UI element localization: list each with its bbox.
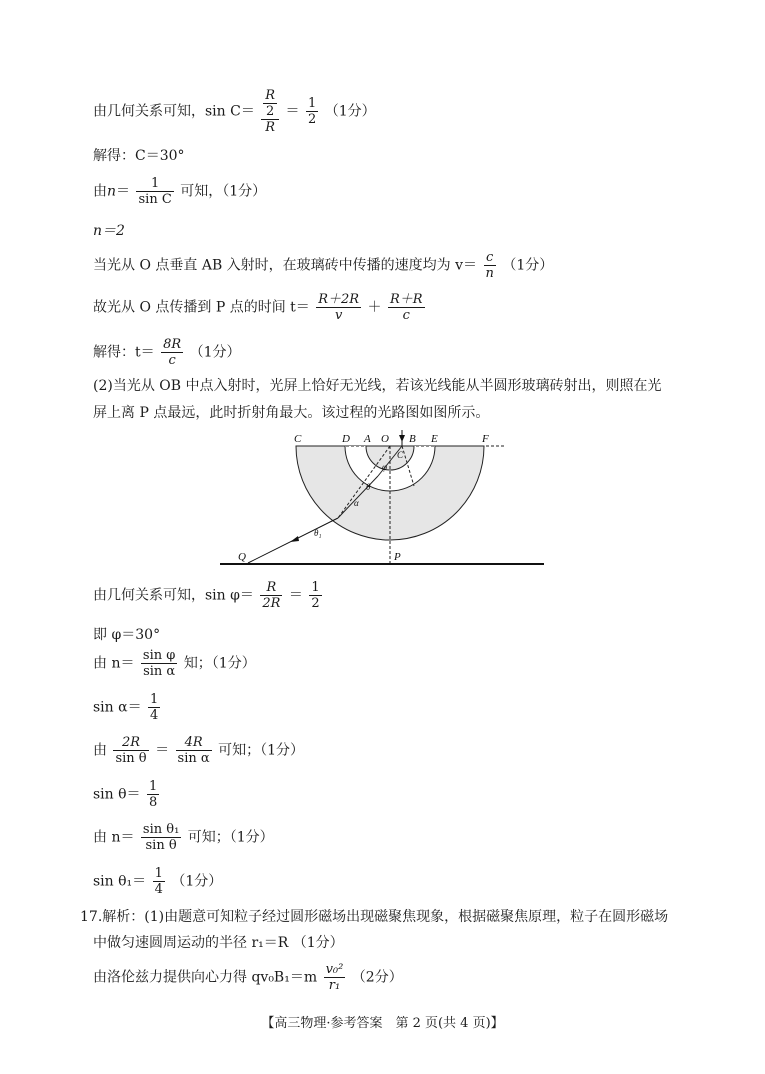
denominator: sin θ: [145, 838, 177, 853]
denominator: R: [265, 120, 276, 135]
text: ＋: [367, 299, 382, 316]
score: （1分）: [324, 103, 376, 120]
paragraph-2b: 屏上离 P 点最远，此时折射角最大。该过程的光路图如图所示。: [93, 405, 490, 421]
text: ＝: [116, 183, 131, 200]
eq-t: [93, 292, 427, 323]
eq-sintheta1: [93, 866, 222, 897]
label-P: P: [394, 551, 401, 563]
denominator: sin C: [138, 192, 172, 207]
denominator: sin α: [177, 751, 210, 766]
text: 解得：t＝: [93, 344, 155, 361]
numerator: 2R: [113, 735, 148, 751]
label-alpha: α: [354, 498, 359, 508]
text: 由几何关系可知，sin C＝: [93, 103, 255, 120]
eq-C: 解得：C＝30°: [93, 148, 185, 164]
numerator: R: [260, 580, 282, 596]
text: 由: [93, 742, 107, 759]
numerator: 1: [311, 580, 320, 595]
fraction: [316, 292, 361, 323]
denominator: c: [168, 353, 176, 368]
eq-n-value: n＝2: [93, 223, 125, 239]
denominator: c: [402, 308, 410, 323]
text: sin α＝: [93, 699, 142, 716]
text: ＝: [288, 587, 303, 604]
label-A: A: [364, 433, 371, 445]
numerator: 4R: [176, 735, 212, 751]
eq-sinphi: [93, 580, 324, 611]
text: 由几何关系可知，sin φ＝: [93, 587, 254, 604]
text: 故光从 O 点传播到 P 点的时间 t＝: [93, 299, 310, 316]
fraction: [324, 962, 346, 993]
numerator: 1: [150, 692, 159, 707]
text: 可知，（1分）: [180, 183, 267, 200]
label-critical: C: [397, 450, 404, 460]
text: 可知；（1分）: [187, 829, 274, 846]
fraction: [263, 88, 277, 119]
fraction: [136, 176, 173, 207]
label-phi: φ: [382, 462, 387, 472]
denominator: 2: [266, 104, 275, 119]
fraction: [309, 580, 321, 611]
fraction: [260, 580, 282, 611]
text: ＝: [155, 742, 170, 759]
text: sin θ₁＝: [93, 873, 147, 890]
denominator: n: [485, 266, 494, 281]
page-footer: 【高三物理·参考答案 第 2 页(共 4 页)】: [261, 1016, 504, 1031]
numerator: 8R: [163, 337, 182, 352]
denominator: sin θ: [115, 751, 147, 766]
numerator: 1: [136, 176, 173, 192]
eq-sinC: [93, 88, 376, 135]
fraction: [306, 96, 318, 127]
label-C: C: [294, 433, 302, 445]
fraction: [484, 250, 496, 281]
denominator: 4: [154, 882, 163, 897]
fraction: [113, 735, 148, 766]
text: 由 n＝: [93, 655, 135, 672]
text: 可知；（1分）: [218, 742, 305, 759]
paragraph-2a: (2)当光从 OB 中点入射时，光屏上恰好无光线，若该光线能从半圆形玻璃砖射出，则照在光: [93, 378, 662, 394]
fraction: [147, 779, 159, 810]
arrow: [399, 435, 405, 442]
label-Q: Q: [238, 551, 246, 563]
eq-t-result: [93, 337, 241, 368]
numerator: v₀²: [325, 962, 344, 977]
numerator: R: [265, 88, 276, 103]
fraction: [261, 88, 279, 135]
text: 由 n＝: [93, 829, 135, 846]
light-path-figure: [214, 430, 554, 570]
eq-phi: 即 φ＝30°: [93, 627, 161, 643]
score: （1分）: [502, 257, 554, 274]
text: ＝: [285, 103, 300, 120]
numerator: 1: [149, 779, 158, 794]
label-theta: θ: [366, 482, 371, 492]
fraction: [176, 735, 212, 766]
label-F: F: [482, 433, 489, 445]
label-O: O: [381, 433, 389, 445]
label-D: D: [342, 433, 350, 445]
label-theta1: θ₁: [314, 528, 322, 538]
numerator: sin φ: [142, 648, 176, 663]
numerator: R＋2R: [318, 292, 360, 307]
score: （2分）: [351, 969, 403, 986]
numerator: R＋R: [390, 292, 423, 307]
fraction: [388, 292, 425, 323]
fraction: [141, 648, 177, 679]
fraction: [153, 866, 165, 897]
denominator: v: [334, 308, 343, 323]
numerator: c: [484, 250, 496, 266]
eq-sine-rule: [93, 735, 304, 766]
arrow: [290, 536, 299, 542]
fraction: [141, 822, 181, 853]
text: 由: [93, 183, 107, 200]
eq-v: [93, 250, 553, 281]
denominator: 2: [308, 112, 317, 127]
eq-sinalpha: [93, 692, 162, 723]
text: 知；（1分）: [183, 655, 256, 672]
denominator: 2R: [262, 596, 281, 611]
eq-lorentz: [93, 962, 403, 993]
text: sin θ＝: [93, 786, 141, 803]
score: （1分）: [189, 344, 241, 361]
numerator: sin θ₁: [142, 822, 180, 837]
denominator: 2: [311, 596, 320, 611]
eq-n-phi: [93, 648, 256, 679]
eq-sintheta: [93, 779, 161, 810]
text: 当光从 O 点垂直 AB 入射时，在玻璃砖中传播的速度均为 v＝: [93, 257, 478, 274]
label-B: B: [409, 433, 416, 445]
label-E: E: [431, 433, 438, 445]
text: n: [107, 183, 117, 200]
denominator: sin α: [143, 664, 176, 679]
q17-line1: 17.解析：(1)由题意可知粒子经过圆形磁场出现磁聚焦现象，根据磁聚焦原理，粒子在圆形磁场: [80, 909, 669, 925]
q17-line2: 中做匀速圆周运动的半径 r₁＝R （1分）: [93, 935, 344, 951]
denominator: 8: [149, 795, 158, 810]
denominator: r₁: [328, 978, 341, 993]
denominator: 4: [150, 708, 159, 723]
numerator: 1: [308, 96, 317, 111]
fraction: [161, 337, 183, 368]
fraction: [148, 692, 160, 723]
score: （1分）: [171, 873, 223, 890]
text: 由洛伦兹力提供向心力得 qv₀B₁＝m: [93, 969, 318, 986]
eq-n-theta1: [93, 822, 274, 853]
numerator: 1: [154, 866, 163, 881]
eq-n: [93, 176, 266, 207]
